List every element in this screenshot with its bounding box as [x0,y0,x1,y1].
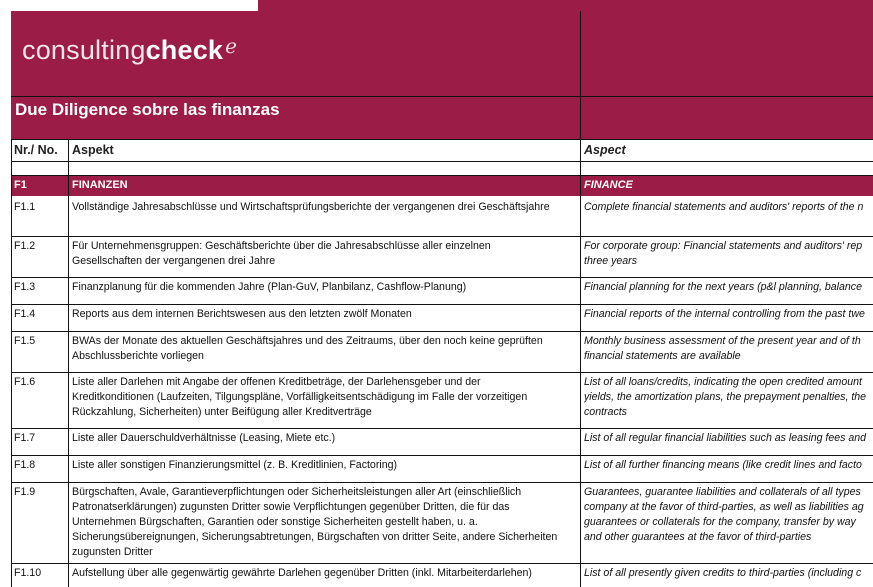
cell-number: F1.4 [14,308,36,320]
grid-line [11,161,873,162]
grid-line [11,96,873,97]
cell-aspekt: Vollständige Jahresabschlüsse und Wirtschaftsprüfungsberichte der vergangenen drei Geschäftsjahre [72,201,550,213]
cell-number: F1.9 [14,486,36,498]
document-title: Due Diligence sobre las finanzas [15,100,280,119]
cell-aspekt: Für Unternehmensgruppen: Geschäftsberichte über die Jahresabschlüsse aller einzelnen Gesellschaften der vergangenen drei Jahre [72,240,491,267]
logo-mark-icon: ℯ [225,36,238,58]
grid-line [11,372,873,373]
grid-line [11,139,873,140]
cell-aspekt: Liste aller Dauerschuldverhältnisse (Leasing, Miete etc.) [72,432,336,444]
cell-aspekt: Liste aller Darlehen mit Angabe der offenen Kreditbeträge, der Darlehensgeber und der Kreditkonditionen (Laufzeiten, Tilgungspläne, Vorfälligkeitsentschädigung im Falle der vorzeitigen Rückzahlung, Sicherheiten) unter Beifügung aller Kreditverträge [72,376,528,418]
grid-line [11,277,873,278]
cell-aspect: Monthly business assessment of the present year and of th financial statements are available [584,335,861,362]
cell-aspect: Financial planning for the next years (p&l planning, balance [584,281,862,293]
cell-number: F1.1 [14,201,36,213]
cell-aspekt: Liste aller sonstigen Finanzierungsmittel (z. B. Kreditlinien, Factoring) [72,459,398,471]
section-aspect: FINANCE [584,179,633,191]
grid-line [11,428,873,429]
cell-number: F1.8 [14,459,36,471]
grid-line [11,304,873,305]
header-band-top [258,0,873,11]
cell-aspect: Financial reports of the internal controlling from the past twe [584,308,865,320]
cell-aspect: List of all further financing means (like credit lines and facto [584,459,862,471]
cell-aspekt: BWAs der Monate des aktuellen Geschäftsjahres und des Zeitraums, über den noch keine geprüften Abschlussberichte vorliegen [72,335,543,362]
section-row [11,176,873,196]
cell-aspect: Complete financial statements and auditors' reports of the n [584,201,864,213]
section-number: F1 [14,179,27,191]
cell-aspect: List of all regular financial liabilities such as leasing fees and [584,432,867,444]
grid-line [68,139,69,587]
cell-aspekt: Aufstellung über alle gegenwärtig gewährte Darlehen gegenüber Dritten (inkl. Mitarbeiterdarlehen) [72,567,532,579]
cell-number: F1.10 [14,567,42,579]
cell-number: F1.3 [14,281,36,293]
grid-line [580,11,581,587]
cell-number: F1.6 [14,376,36,388]
cell-aspect: For corporate group: Financial statements and auditors' rep three years [584,240,863,267]
column-header-aspekt: Aspekt [72,143,114,157]
cell-aspekt: Reports aus dem internen Berichtswesen aus den letzten zwölf Monaten [72,308,412,320]
cell-number: F1.5 [14,335,36,347]
cell-number: F1.7 [14,432,36,444]
cell-aspekt: Finanzplanung für die kommenden Jahre (Plan-GuV, Planbilanz, Cashflow-Planung) [72,281,467,293]
grid-line [11,331,873,332]
cell-aspekt: Bürgschaften, Avale, Garantieverpflichtungen oder Sicherheitsleistungen aller Art (einschließlich Patronatserklärungen) zugunsten Dritter sowie Verpflichtungen gegenüber Dritten, die für das Unternehmen Bürgschaften, Garantien oder sonstige Sicherheiten gestellt haben, u. a. Sicherungsübereignungen, Sicherungsabtretungen, Bürgschaften von dritter Seite, andere Sicherheiten zugunsten Dritter [72,486,558,558]
cell-aspect: List of all loans/credits, indicating the open credited amount yields, the amortization plans, the prepayment penalties, the contracts [584,376,867,418]
section-aspekt: FINANZEN [72,179,128,191]
cell-aspect: Guarantees, guarantee liabilities and collaterals of all types company at the favor of third-parties, as well as liabilities ag guarantees or collaterals for the company, transfer by way and other guarantees at the favor of third-parties [584,486,864,543]
grid-line [11,236,873,237]
cell-aspect: List of all presently given credits to third-parties (including c [584,567,862,579]
grid-line [11,455,873,456]
column-header-aspect: Aspect [584,143,626,157]
grid-line [11,482,873,483]
grid-line [11,563,873,564]
column-header-number: Nr./ No. [14,143,58,157]
cell-number: F1.2 [14,240,36,252]
consultingcheck-logo: consultingcheck $^ℯ$ [22,35,238,65]
grid-line [11,139,12,587]
